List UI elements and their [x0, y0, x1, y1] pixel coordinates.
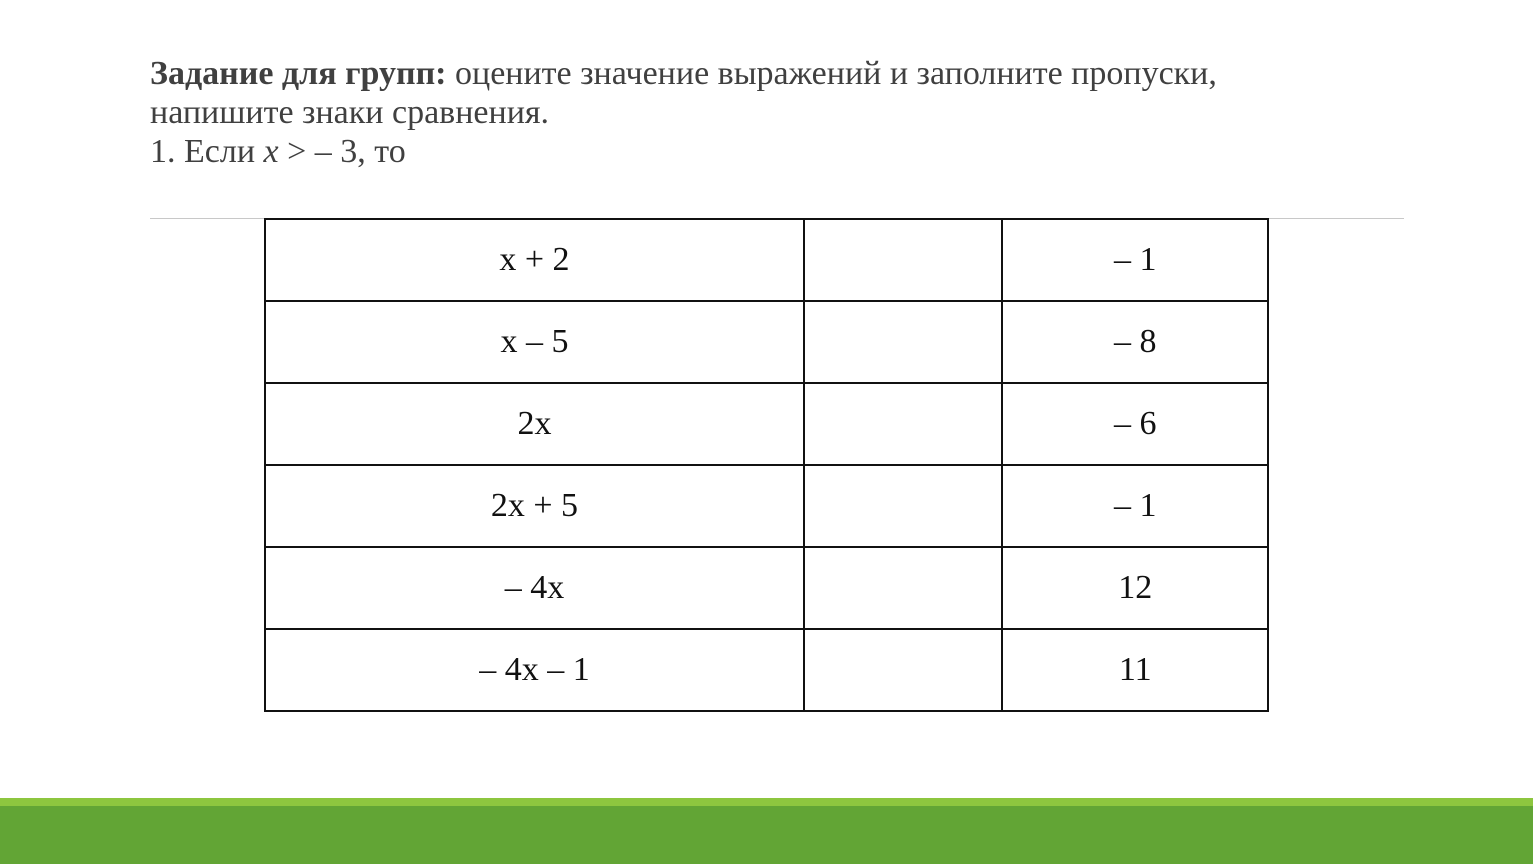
expression-cell: x + 2 [265, 219, 804, 301]
heading-instruction: оцените значение выражений и заполните пропуски, [446, 55, 1217, 92]
comparison-blank-cell[interactable] [804, 629, 1003, 711]
value-cell: – 1 [1002, 219, 1268, 301]
task-heading [150, 54, 1400, 171]
heading-line-1 [150, 54, 1400, 93]
table-row [265, 547, 1268, 629]
condition-prefix: 1. Если [150, 133, 264, 170]
condition-variable: x [263, 133, 279, 170]
comparison-blank-cell[interactable] [804, 547, 1003, 629]
table-row [265, 383, 1268, 465]
comparison-blank-cell[interactable] [804, 301, 1003, 383]
value-cell: – 1 [1002, 465, 1268, 547]
comparison-blank-cell[interactable] [804, 219, 1003, 301]
table-row [265, 301, 1268, 383]
expression-cell: – 4x – 1 [265, 629, 804, 711]
value-cell: – 6 [1002, 383, 1268, 465]
value-cell: – 8 [1002, 301, 1268, 383]
expression-cell: 2x + 5 [265, 465, 804, 547]
expression-cell: – 4x [265, 547, 804, 629]
comparison-blank-cell[interactable] [804, 383, 1003, 465]
expression-cell: x – 5 [265, 301, 804, 383]
table-row [265, 219, 1268, 301]
footer-accent-stripe [0, 798, 1533, 806]
heading-line-3 [150, 132, 1400, 171]
condition-suffix: > – 3, то [278, 133, 406, 170]
value-cell: 12 [1002, 547, 1268, 629]
comparison-table [264, 218, 1269, 712]
expression-cell: 2x [265, 383, 804, 465]
value-cell: 11 [1002, 629, 1268, 711]
comparison-blank-cell[interactable] [804, 465, 1003, 547]
heading-line-2: напишите знаки сравнения. [150, 94, 550, 131]
heading-bold-label: Задание для групп: [150, 55, 447, 92]
table-row [265, 629, 1268, 711]
footer-bar [0, 806, 1533, 864]
table-row [265, 465, 1268, 547]
